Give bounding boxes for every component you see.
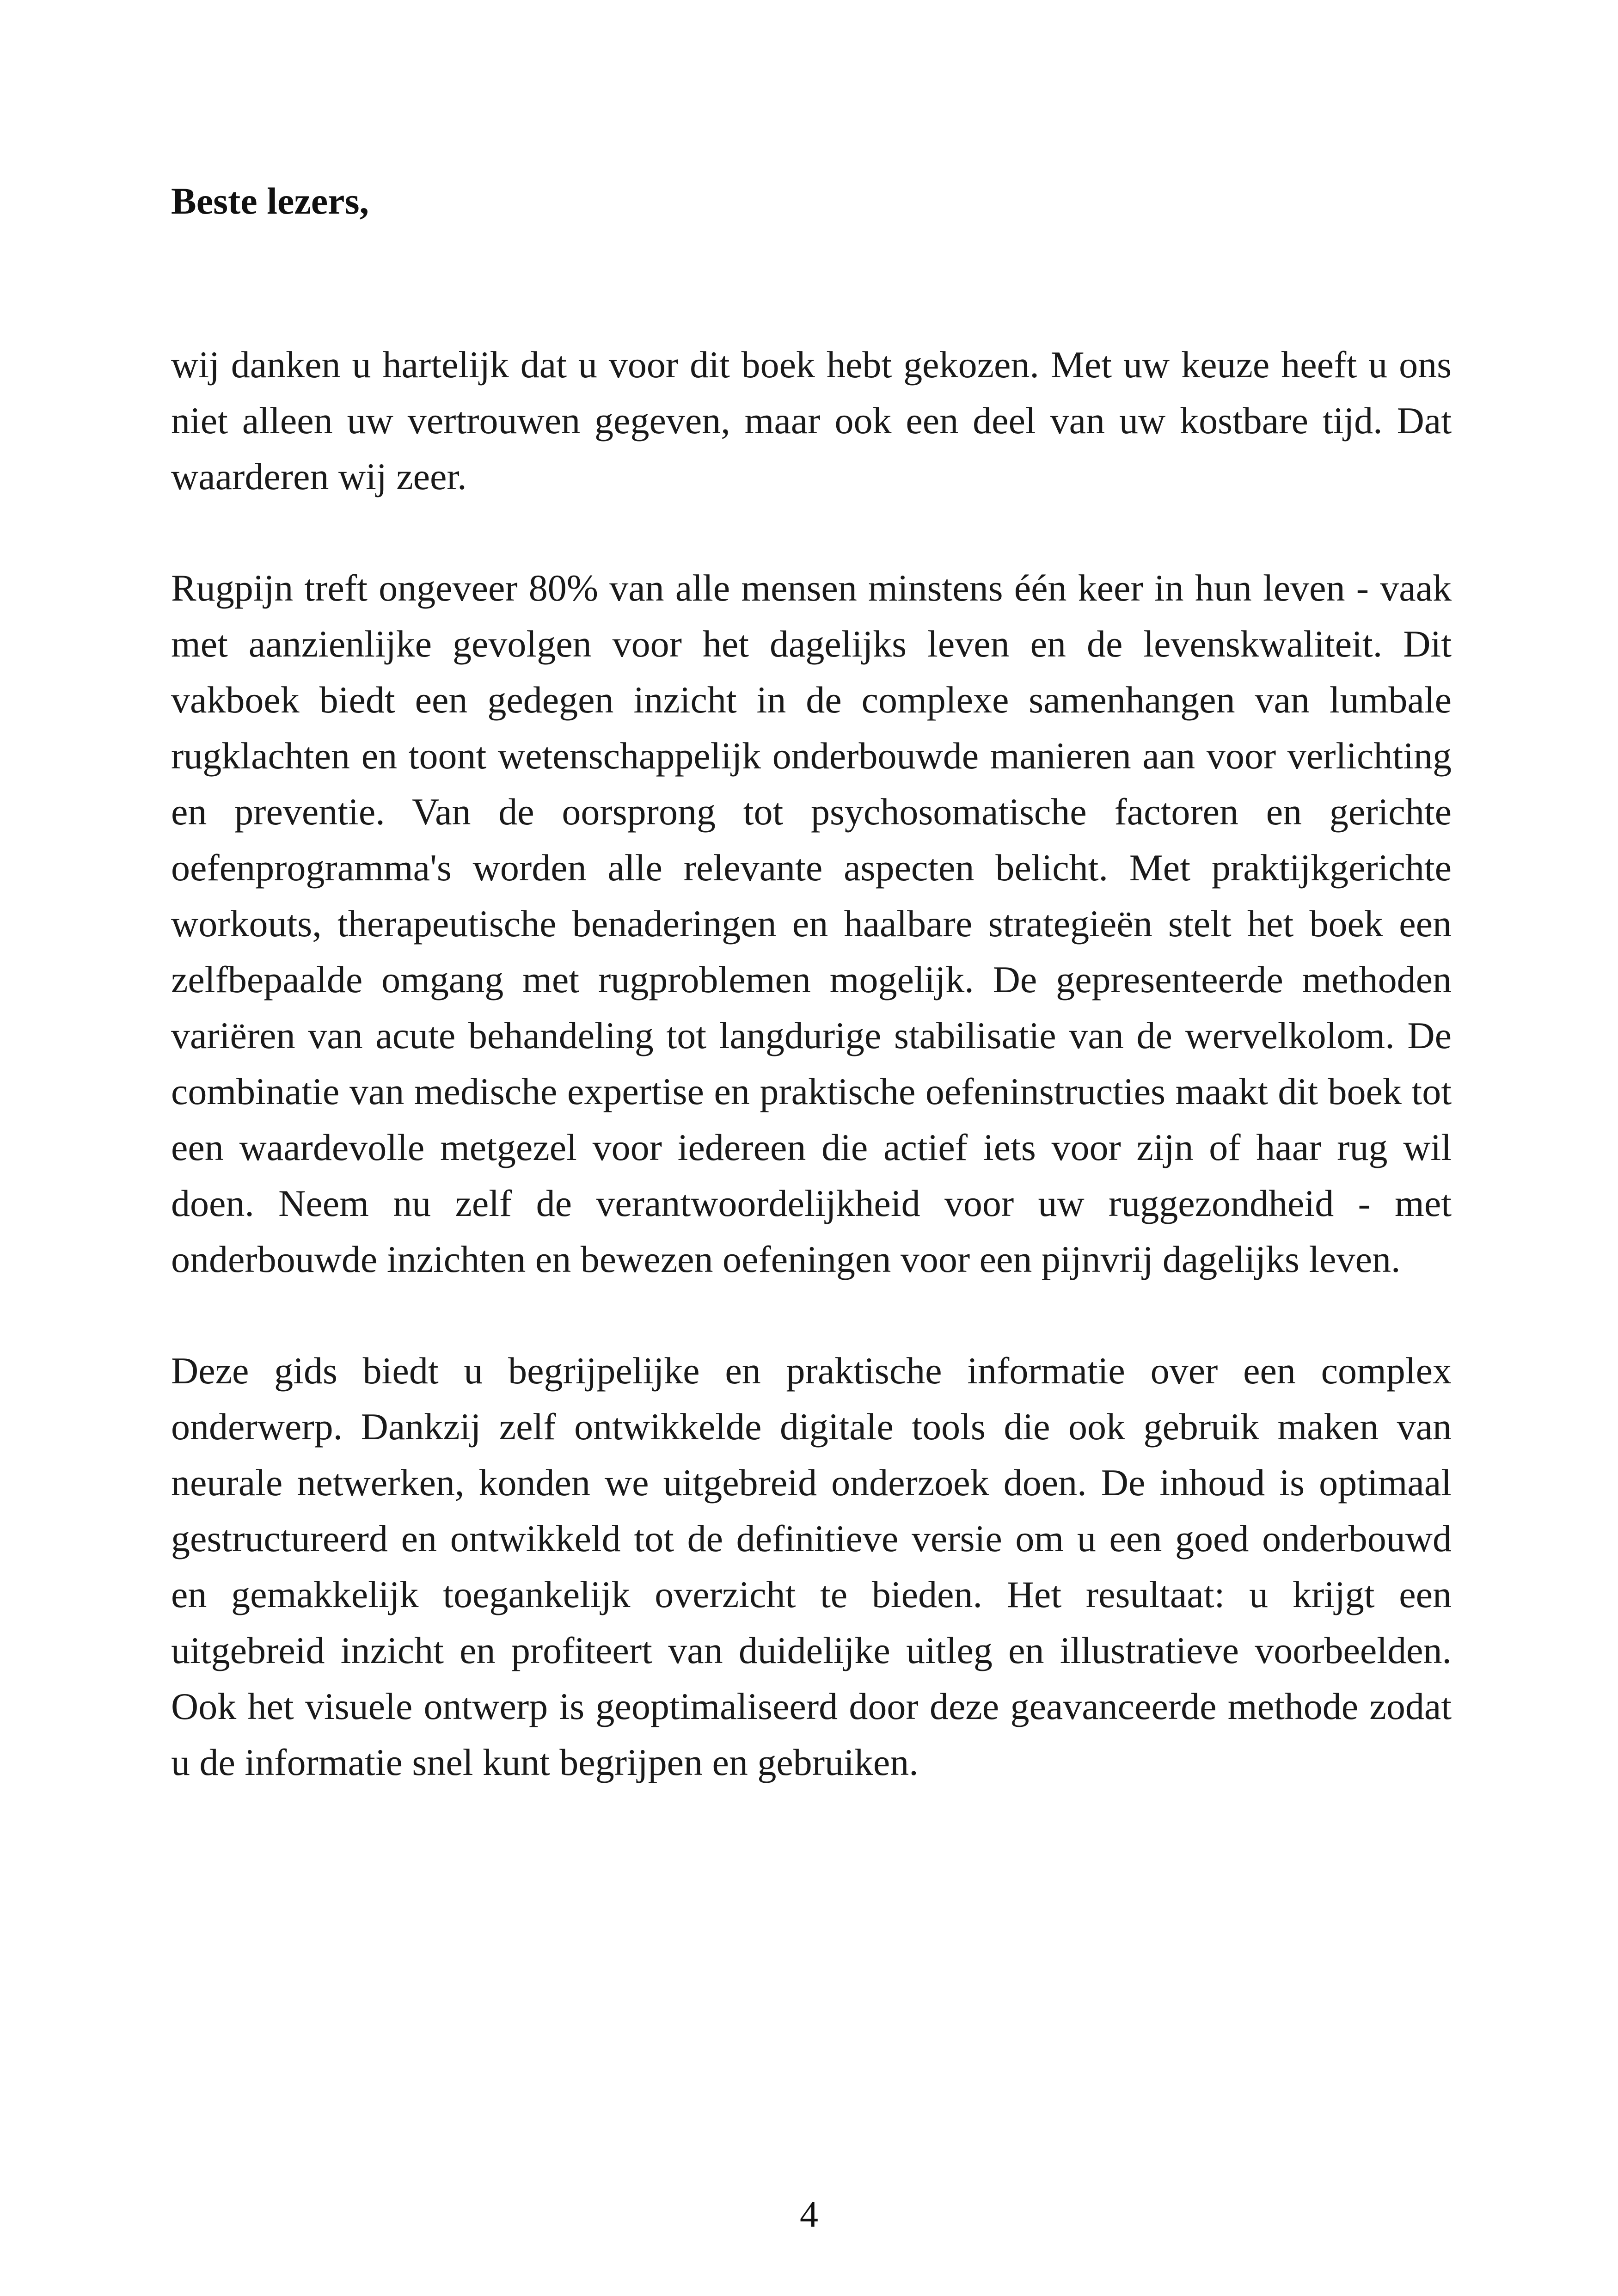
paragraph-guide: Deze gids biedt u begrijpelijke en praktische informatie over een complex onderwerp. Dankzij zelf ontwikkelde digitale tools die ook gebruik maken van neurale netwerken, konden we uitgebreid onderzoek doen. De inhoud is optimaal gestructureerd en ontwikkeld tot de definitieve versie om u een goed onderbouwd en gemakkelijk toegankelijk overzicht te bieden. Het resultaat: u krijgt een uitgebreid inzicht en profiteert van duidelijke uitleg en illustratieve voorbeelden. Ook het visuele ontwerp is geoptimaliseerd door deze geavanceerde methode zodat u de informatie snel kunt begrijpen en gebruiken. bbox=[171, 1350, 1452, 1783]
page-number: 4 bbox=[800, 2194, 818, 2235]
body-text bbox=[171, 337, 1452, 1846]
paragraph-back-pain: Rugpijn treft ongeveer 80% van alle mensen minstens één keer in hun leven - vaak met aanzienlijke gevolgen voor het dagelijks leven en de levenskwaliteit. Dit vakboek biedt een gedegen inzicht in de complexe samenhangen van lumbale rugklachten en toont wetenschappelijk onderbouwde manieren aan voor verlichting en preventie. Van de oorsprong tot psychosomatische factoren en gerichte oefenprogramma's worden alle relevante aspecten belicht. Met praktijkgerichte workouts, therapeutische benaderingen en haalbare strategieën stelt het boek een zelfbepaalde omgang met rugproblemen mogelijk. De gepresenteerde methoden variëren van acute behandeling tot langdurige stabilisatie van de wervelkolom. De combinatie van medische expertise en praktische oefeninstructies maakt dit boek tot een waardevolle metgezel voor iedereen die actief iets voor zijn of haar rug wil doen. Neem nu zelf de verantwoordelijkheid voor uw ruggezondheid - met onderbouwde inzichten en bewezen oefeningen voor een pijnvrij dagelijks leven. bbox=[171, 567, 1452, 1280]
paragraph-intro: wij danken u hartelijk dat u voor dit boek hebt gekozen. Met uw keuze heeft u ons niet alleen uw vertrouwen gegeven, maar ook een deel van uw kostbare tijd. Dat waarderen wij zeer. bbox=[171, 344, 1452, 497]
greeting-heading: Beste lezers, bbox=[171, 180, 369, 222]
